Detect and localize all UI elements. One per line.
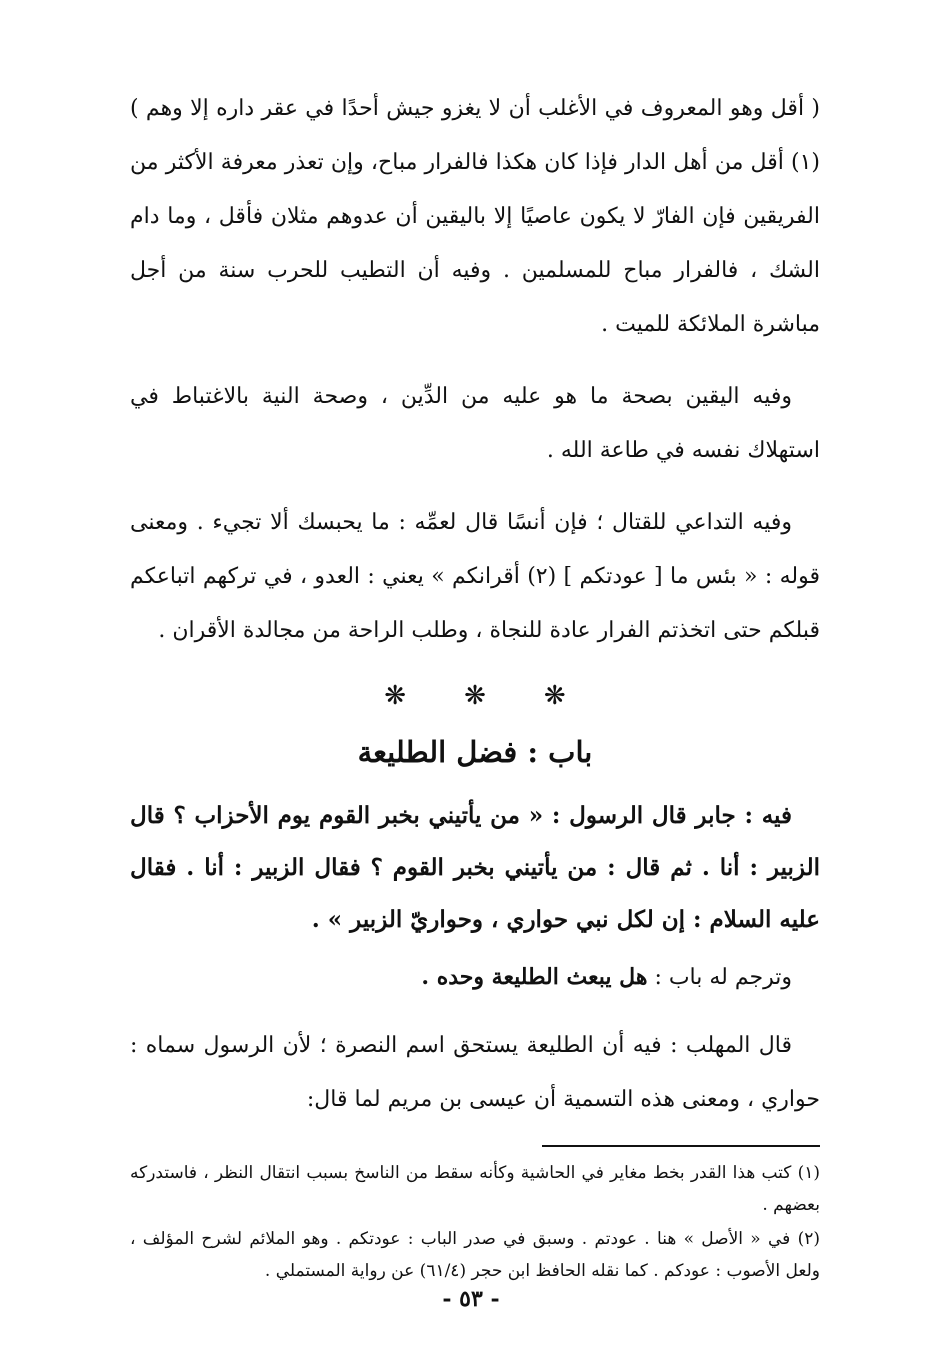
paragraph-fleeing-rule: ( أقل وهو المعروف في الأغلب أن لا يغزو جيش أحدًا في عقر داره إلا وهم ) (١) أقل من أهل الدار فإذا كان هكذا فالفرار مباح، وإن تعذر معرفة الأكثر من الفريقين فإن الفارّ لا يكون عاصيًا إلا باليقين أن عدوهم مثلان فأقل ، وما دام الشك ، فالفرار مباح للمسلمين . وفيه أن التطيب للحرب سنة من أجل مباشرة الملائكة للميت . — [130, 96, 820, 337]
page-number: - ٥٣ - — [442, 1286, 500, 1312]
paragraph-muhallab-commentary: قال المهلب : فيه أن الطليعة يستحق اسم النصرة ؛ لأن الرسول سماه : حواري ، ومعنى هذه التسمية أن عيسى بن مريم لما قال: — [130, 1033, 820, 1112]
star-icon: ❋ — [384, 681, 407, 711]
footnote-2: (٢) في « الأصل » هنا . عودتم . وسبق في صدر الباب : عودتكم . وهو الملائم لشرح المؤلف ، ولعل الأصوب : عودكم . كما نقله الحافظ ابن حجر (٦١/٤) عن رواية المستملي . — [130, 1229, 820, 1281]
paragraph-certainty: وفيه اليقين بصحة ما هو عليه من الدِّين ، وصحة النية بالاغتباط في استهلاك نفسه في طاعة الله . — [130, 384, 820, 463]
footnote-1: (١) كتب هذا القدر بخط مغاير في الحاشية وكأنه سقط من الناسخ بسبب انتقال النظر ، فاستدركه بعضهم . — [130, 1163, 820, 1215]
translation-prefix: وترجم له باب : — [654, 965, 792, 990]
section-separator — [130, 676, 820, 716]
chapter-translation — [130, 950, 820, 1005]
hadith-text: فيه : جابر قال الرسول : « من يأتيني بخبر القوم يوم الأحزاب ؟ قال الزبير : أنا . ثم قال : من يأتيني بخبر القوم ؟ فقال الزبير : أنا . فقال عليه السلام : إن لكل نبي حواري ، وحواريّ الزبير » . — [130, 802, 820, 933]
book-page — [130, 82, 820, 1289]
translation-title: هل يبعث الطليعة وحده . — [421, 964, 648, 990]
footnote-divider — [542, 1145, 820, 1147]
chapter-title: باب : فضل الطليعة — [357, 735, 593, 769]
paragraph-call-to-fight: وفيه التداعي للقتال ؛ فإن أنسًا قال لعمِّه : ما يحبسك ألا تجيء . ومعنى قوله : « بئس ما [ عودتكم ] (٢) أقرانكم » يعني : العدو ، في تركهم اتباعكم قبلكم حتى اتخذتم الفرار عادة للنجاة ، وطلب الراحة من مجالدة الأقران . — [130, 510, 820, 643]
star-icon: ❋ — [464, 681, 486, 711]
star-icon: ❋ — [543, 681, 566, 711]
